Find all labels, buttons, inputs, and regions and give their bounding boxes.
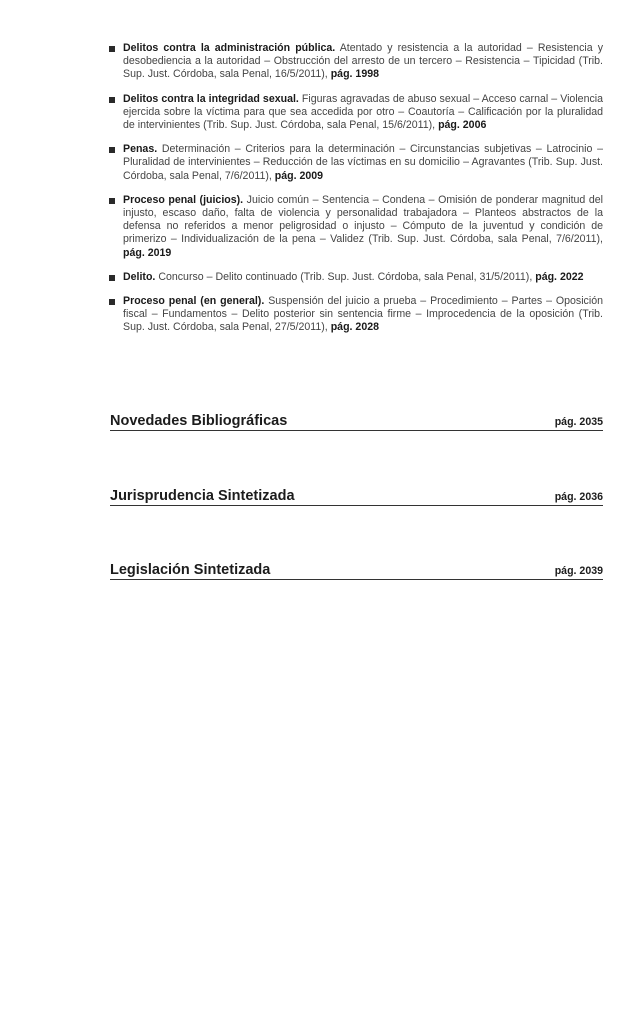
section-novedades-bibliograficas xyxy=(110,408,603,431)
square-bullet-icon xyxy=(109,299,115,305)
section-page: pág. 2035 xyxy=(554,416,603,428)
section-page: pág. 2039 xyxy=(554,565,603,577)
square-bullet-icon xyxy=(109,275,115,281)
index-entry xyxy=(109,194,603,260)
entry-heading: Delitos contra la administración pública. xyxy=(123,42,336,54)
index-entries xyxy=(109,42,603,346)
index-entry xyxy=(109,42,603,82)
entry-text: Juicio común – Sentencia – Condena – Omisión de ponderar magnitud del injusto, escaso daño, falta de violencia y personalidad trabajadora – Planteos abstractos de la defensa no referidos a menor peligrosidad o injusto – Cómputo de la juventud y condición de primerizo – Individualización de la pena – Validez (Trib. Sup. Just. Córdoba, sala Penal, 7/6/2011), xyxy=(123,193,603,246)
entry-page: pág. 2009 xyxy=(274,169,324,182)
section-title: Novedades Bibliográficas xyxy=(110,413,288,429)
entry-text: Determinación – Criterios para la determinación – Circunstancias subjetivas – Latrocinio – Pluralidad de intervinientes – Reducción de las víctimas en su domicilio – Agravantes (Trib. Sup. Just. Córdoba, sala Penal, 7/6/2011), xyxy=(123,143,603,182)
entry-page: pág. 2028 xyxy=(330,321,379,334)
entry-heading: Penas. xyxy=(123,143,158,156)
entry-page: pág. 2006 xyxy=(438,119,487,132)
entry-page: pág. 2022 xyxy=(535,270,584,283)
entry-page: pág. 2019 xyxy=(123,246,172,259)
square-bullet-icon xyxy=(109,46,115,52)
section-jurisprudencia-sintetizada xyxy=(110,483,603,506)
index-entry xyxy=(109,295,603,335)
entry-text: Atentado y resistencia a la autoridad – Resistencia y desobediencia a la autoridad – Obstrucción del arresto de un tercero – Resistencia – Tipicidad (Trib. Sup. Just. Córdoba, sala Penal, 16/5/2011), xyxy=(123,42,603,81)
square-bullet-icon xyxy=(109,198,115,204)
square-bullet-icon xyxy=(109,147,115,153)
entry-text: Figuras agravadas de abuso sexual – Acceso carnal – Violencia ejercida sobre la víctima para que sea accedida por otro – Coautoría – Calificación por la pluralidad de intervinientes (Trib. Sup. Just. Córdoba, sala Penal, 15/6/2011), xyxy=(123,92,604,132)
entry-heading: Proceso penal (juicios). xyxy=(123,193,244,206)
index-entry xyxy=(109,93,603,133)
entry-heading: Proceso penal (en general). xyxy=(123,295,265,308)
square-bullet-icon xyxy=(109,97,115,103)
index-entry xyxy=(109,143,603,183)
entry-heading: Delito. xyxy=(123,270,156,283)
entry-text: Suspensión del juicio a prueba – Procedimiento – Partes – Oposición fiscal – Fundamentos – Delito posterior sin sentencia firme – Improcedencia de la oposición (Trib. Sup. Just. Córdoba, sala Penal, 27/5/2011), xyxy=(123,295,603,334)
section-legislacion-sintetizada xyxy=(110,557,603,580)
entry-heading: Delitos contra la integridad sexual. xyxy=(123,92,299,105)
section-page: pág. 2036 xyxy=(554,491,603,503)
index-entry xyxy=(109,271,603,284)
entry-page: pág. 1998 xyxy=(330,68,379,81)
section-title: Jurisprudencia Sintetizada xyxy=(110,488,295,504)
section-title: Legislación Sintetizada xyxy=(110,562,271,578)
entry-text: Concurso – Delito continuado (Trib. Sup. Just. Córdoba, sala Penal, 31/5/2011), xyxy=(158,270,533,283)
